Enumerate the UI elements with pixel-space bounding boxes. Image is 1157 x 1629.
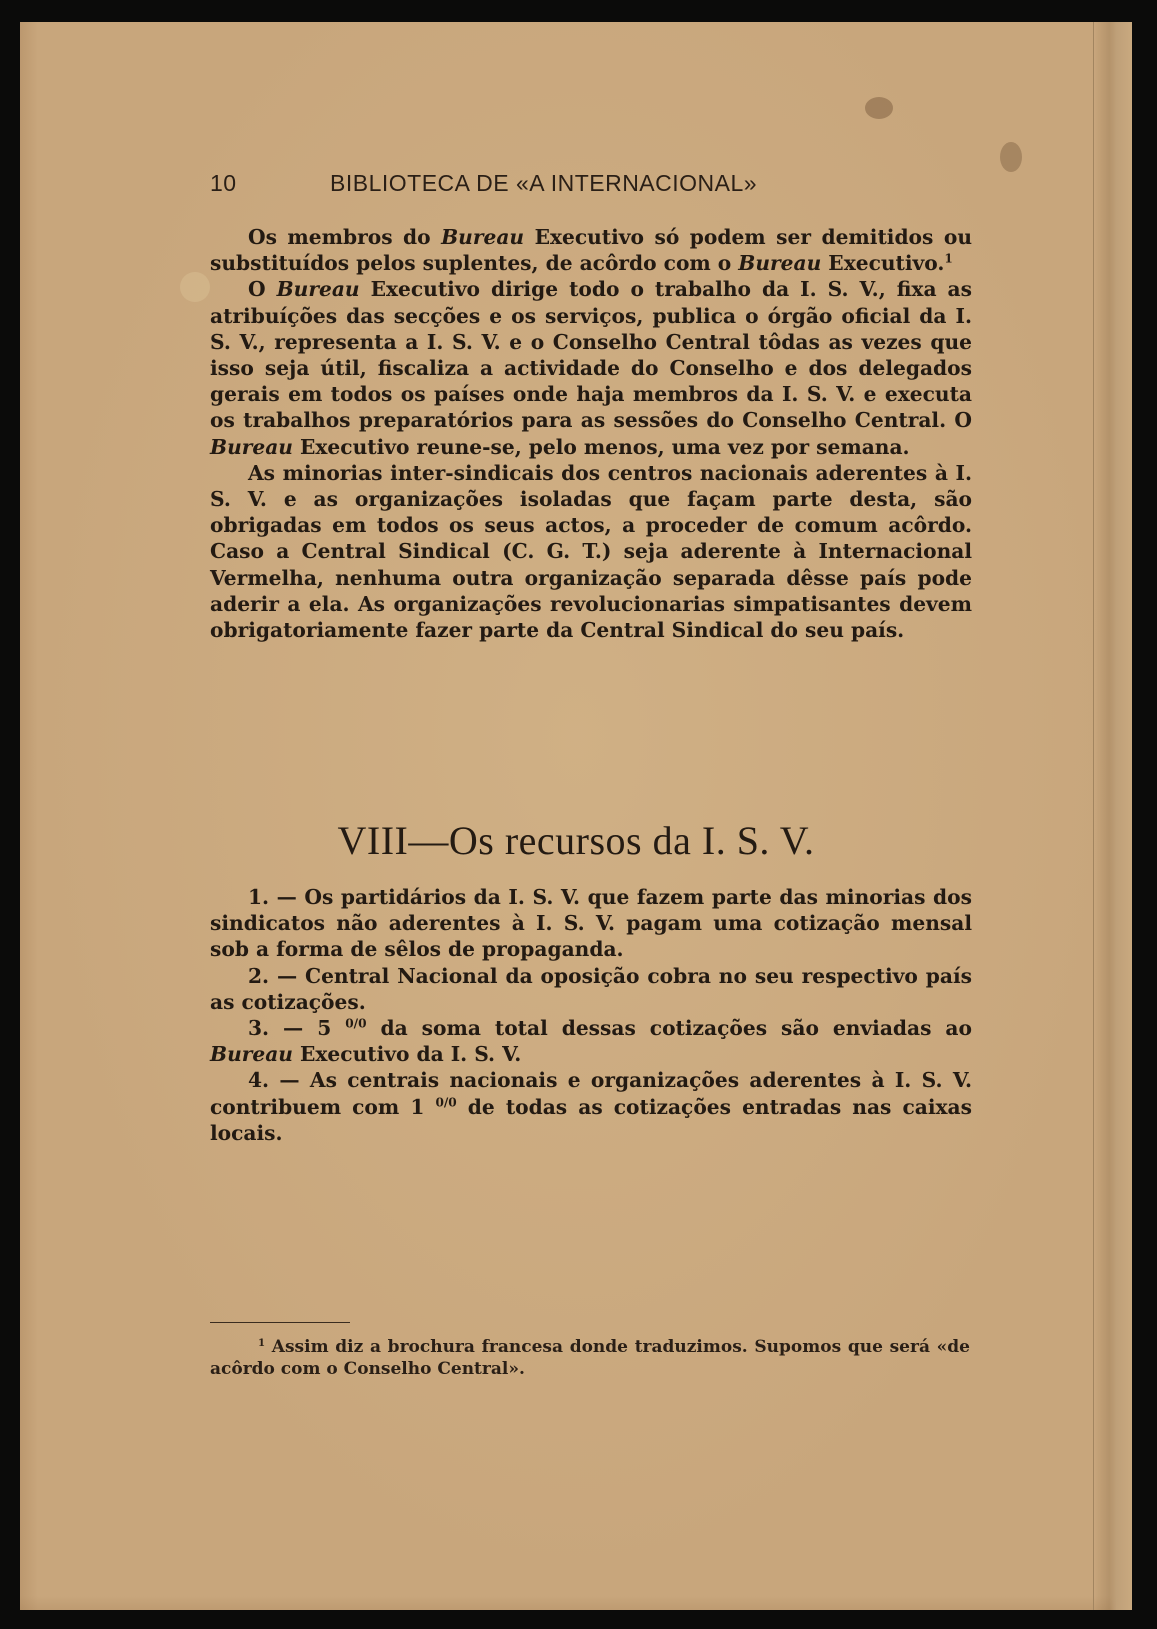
- page-spine-edge: [1093, 22, 1132, 1610]
- page-number: 10: [210, 170, 237, 196]
- running-title: BIBLIOTECA DE «A INTERNACIONAL»: [330, 170, 758, 196]
- footnote-ref: 1: [944, 251, 953, 266]
- footnote-rule: [210, 1322, 350, 1323]
- section-heading: VIII—Os recursos da I. S. V.: [337, 818, 815, 863]
- page-header: [20, 170, 1132, 200]
- list-item: 3. — 5 $^{0/0}$ da soma total dessas cotizações são enviadas ao Bureau Executivo da I. S. V.: [210, 1016, 972, 1067]
- paper-stain: [1000, 142, 1022, 172]
- numbered-list: [210, 884, 972, 1146]
- paper-stain: [180, 272, 210, 302]
- paragraph: Os membros do Bureau Executivo só podem ser demitidos ou substituídos pelos suplentes, de acôrdo com o Bureau Executivo.$^1$: [210, 225, 973, 276]
- footnote-marker: 1: [258, 1336, 266, 1349]
- footnote-text: Assim diz a brochura francesa donde traduzimos. Supomos que será «de acôrdo com o Conselho Central».: [210, 1337, 970, 1379]
- book-page: [20, 22, 1132, 1610]
- paper-stain: [865, 97, 893, 119]
- paragraph: O Bureau Executivo dirige todo o trabalho da I. S. V., fixa as atribuíções das secções e os serviços, publica o órgão oficial da I. S. V., representa a I. S. V. e o Conselho Central tôdas as vezes que isso seja útil, fiscaliza a actividade do Conselho e dos delegados gerais em todos os países onde haja membros da I. S. V. e executa os trabalhos preparatórios para as sessões do Conselho Central. O Bureau Executivo reune-se, pelo menos, uma vez por semana.: [210, 277, 972, 459]
- list-item: 4. — As centrais nacionais e organizações aderentes à I. S. V. contribuem com 1 $^{0/0}$ de todas as cotizações entradas nas caixas locais.: [210, 1068, 972, 1145]
- body-text: [210, 224, 972, 643]
- footnote: [210, 1337, 970, 1380]
- list-item: 2. — Central Nacional da oposição cobra no seu respectivo país as cotizações.: [210, 963, 972, 1014]
- list-item: 1. — Os partidários da I. S. V. que fazem parte das minorias dos sindicatos não aderentes à I. S. V. pagam uma cotização mensal sob a forma de sêlos de propaganda.: [210, 885, 972, 962]
- paragraph: As minorias inter-sindicais dos centros nacionais aderentes à I. S. V. e as organizações isoladas que façam parte desta, são obrigadas em todos os seus actos, a proceder de comum acôrdo. Caso a Central Sindical (C. G. T.) seja aderente à Internacional Vermelha, nenhuma outra organização separada dêsse país pode aderir a ela. As organizações revolucionarias simpatisantes devem obrigatoriamente fazer parte da Central Sindical do seu país.: [210, 460, 972, 643]
